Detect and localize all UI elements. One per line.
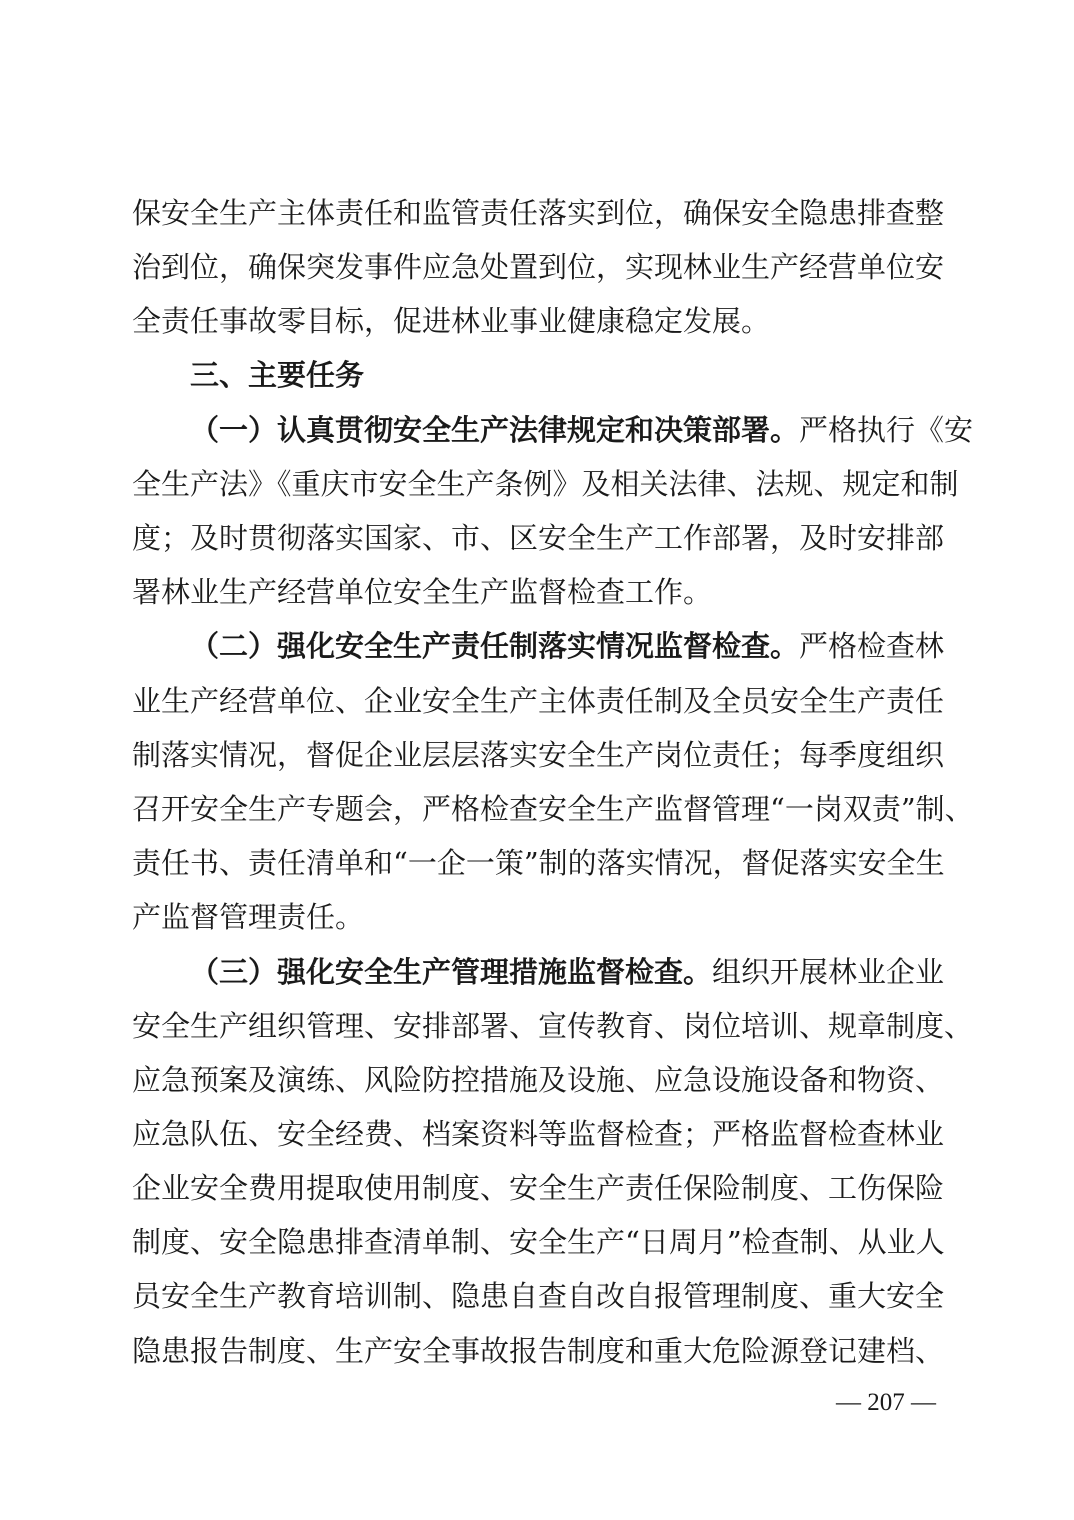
page-number: — 207 — <box>836 1389 936 1416</box>
item-1-title: （一）认真贯彻安全生产法律规定和决策部署。 <box>190 413 800 447</box>
paragraph-line: 全责任事故零目标，促进林业事业健康稳定发展。 <box>132 304 771 338</box>
paragraph-line: 员安全生产教育培训制、隐患自查自改自报管理制度、重大安全 <box>132 1279 945 1313</box>
paragraph-line: 隐患报告制度、生产安全事故报告制度和重大危险源登记建档、 <box>132 1334 945 1368</box>
paragraph-line: 应急队伍、安全经费、档案资料等监督检查；严格监督检查林业 <box>132 1117 945 1151</box>
paragraph-line: 企业安全费用提取使用制度、安全生产责任保险制度、工伤保险 <box>132 1171 945 1205</box>
item-2-first-line <box>190 626 944 666</box>
paragraph-line: 制度、安全隐患排查清单制、安全生产“日周月”检查制、从业人 <box>132 1225 945 1259</box>
item-3-first-line <box>190 952 944 992</box>
item-1-first-line <box>190 410 974 450</box>
item-2-text: 严格检查林 <box>799 629 945 663</box>
paragraph-line: 召开安全生产专题会，严格检查安全生产监督管理“一岗双责”制、 <box>132 792 974 826</box>
section-heading: 三、主要任务 <box>190 358 365 392</box>
paragraph-line: 安全生产组织管理、安排部署、宣传教育、岗位培训、规章制度、 <box>132 1009 974 1043</box>
item-3-text: 组织开展林业企业 <box>712 955 945 989</box>
item-3-title: （三）强化安全生产管理措施监督检查。 <box>190 955 713 989</box>
item-2-title: （二）强化安全生产责任制落实情况监督检查。 <box>190 629 800 663</box>
paragraph-line: 保安全生产主体责任和监管责任落实到位，确保安全隐患排查整 <box>132 196 945 230</box>
paragraph-line: 署林业生产经营单位安全生产监督检查工作。 <box>132 575 713 609</box>
paragraph-line: 制落实情况，督促企业层层落实安全生产岗位责任；每季度组织 <box>132 738 945 772</box>
paragraph-line: 应急预案及演练、风险防控措施及设施、应急设施设备和物资、 <box>132 1063 945 1097</box>
paragraph-line: 产监督管理责任。 <box>132 900 365 934</box>
item-1-text: 严格执行《安 <box>799 413 974 447</box>
paragraph-line: 责任书、责任清单和“一企一策”制的落实情况，督促落实安全生 <box>132 846 945 880</box>
paragraph-line: 全生产法》《重庆市安全生产条例》及相关法律、法规、规定和制 <box>132 467 959 501</box>
paragraph-line: 业生产经营单位、企业安全生产主体责任制及全员安全生产责任 <box>132 684 945 718</box>
paragraph-line: 治到位，确保突发事件应急处置到位，实现林业生产经营单位安 <box>132 250 945 284</box>
paragraph-line: 度；及时贯彻落实国家、市、区安全生产工作部署，及时安排部 <box>132 521 945 555</box>
